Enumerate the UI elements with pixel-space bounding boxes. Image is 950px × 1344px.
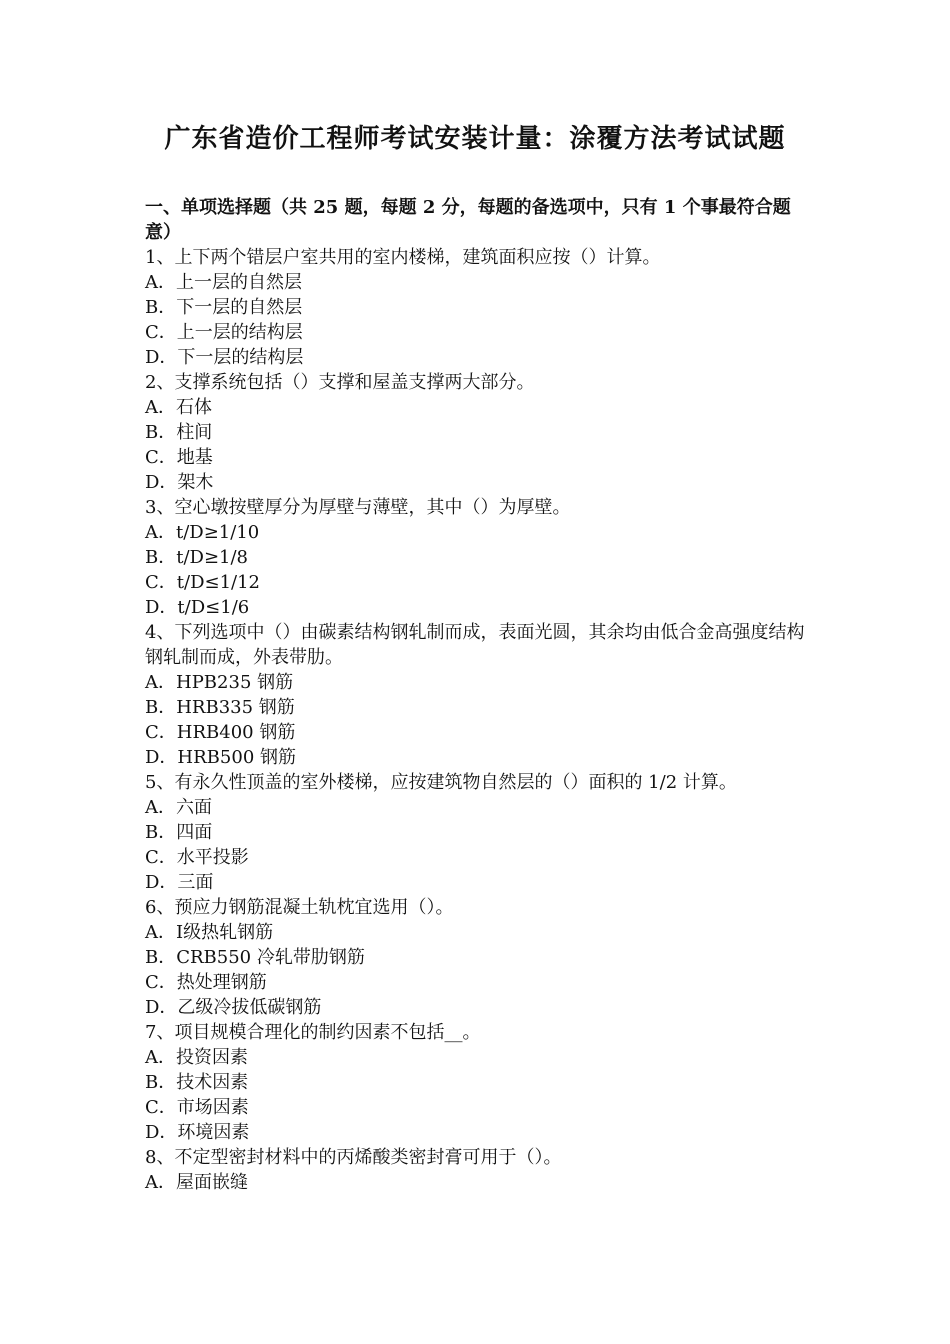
question-2: [145, 370, 810, 495]
option-a: A．投资因素: [145, 1047, 248, 1068]
option-b: B．柱间: [145, 422, 213, 443]
option-c: C．t/D≤1/12: [145, 572, 261, 593]
option-a: A．屋面嵌缝: [145, 1172, 248, 1193]
question-stem: 5、有永久性顶盖的室外楼梯，应按建筑物自然层的（）面积的 1/2 计算。: [145, 772, 737, 793]
option-c: C．上一层的结构层: [145, 322, 303, 343]
option-b: B．技术因素: [145, 1072, 249, 1093]
option-d: D．下一层的结构层: [145, 347, 304, 368]
document-title: 广东省造价工程师考试安装计量：涂覆方法考试试题: [164, 124, 786, 154]
option-b: B．四面: [145, 822, 213, 843]
document-body: [145, 195, 810, 1195]
question-6: [145, 895, 810, 1020]
option-a: A．HPB235 钢筋: [145, 672, 294, 693]
option-c: C．市场因素: [145, 1097, 249, 1118]
question-8: [145, 1145, 810, 1195]
option-d: D．t/D≤1/6: [145, 597, 250, 618]
question-stem: 8、不定型密封材料中的丙烯酸类密封膏可用于（）。: [145, 1147, 562, 1168]
option-d: D．HRB500 钢筋: [145, 747, 296, 768]
option-c: C．水平投影: [145, 847, 249, 868]
option-a: A．石体: [145, 397, 212, 418]
option-a: A．上一层的自然层: [145, 272, 302, 293]
option-b: B．CRB550 冷轧带肋钢筋: [145, 947, 365, 968]
question-4: [145, 620, 810, 770]
option-c: C．热处理钢筋: [145, 972, 267, 993]
option-d: D．三面: [145, 872, 214, 893]
section-heading: 一、单项选择题（共 25 题，每题 2 分，每题的备选项中，只有 1 个事最符合题意）: [145, 197, 791, 243]
option-a: A．t/D≥1/10: [145, 522, 260, 543]
option-a: A．六面: [145, 797, 212, 818]
question-1: [145, 245, 810, 370]
question-3: [145, 495, 810, 620]
question-stem: 6、预应力钢筋混凝土轨枕宜选用（）。: [145, 897, 454, 918]
option-b: B．下一层的自然层: [145, 297, 303, 318]
question-stem: 1、上下两个错层户室共用的室内楼梯，建筑面积应按（）计算。: [145, 247, 661, 268]
option-a: A．Ⅰ级热轧钢筋: [145, 922, 274, 943]
option-d: D．乙级冷拔低碳钢筋: [145, 997, 322, 1018]
question-stem: 4、下列选项中（）由碳素结构钢轧制而成，表面光圆，其余均由低合金高强度结构钢轧制而成，外表带肋。: [145, 622, 805, 668]
option-b: B．t/D≥1/8: [145, 547, 249, 568]
question-stem: 2、支撑系统包括（）支撑和屋盖支撑两大部分。: [145, 372, 535, 393]
question-7: [145, 1020, 810, 1145]
option-c: C．地基: [145, 447, 213, 468]
option-b: B．HRB335 钢筋: [145, 697, 295, 718]
question-stem: 3、空心墩按壁厚分为厚壁与薄壁，其中（）为厚壁。: [145, 497, 571, 518]
question-5: [145, 770, 810, 895]
option-d: D．环境因素: [145, 1122, 250, 1143]
option-c: C．HRB400 钢筋: [145, 722, 296, 743]
question-stem: 7、项目规模合理化的制约因素不包括__。: [145, 1022, 481, 1043]
option-d: D．架木: [145, 472, 214, 493]
